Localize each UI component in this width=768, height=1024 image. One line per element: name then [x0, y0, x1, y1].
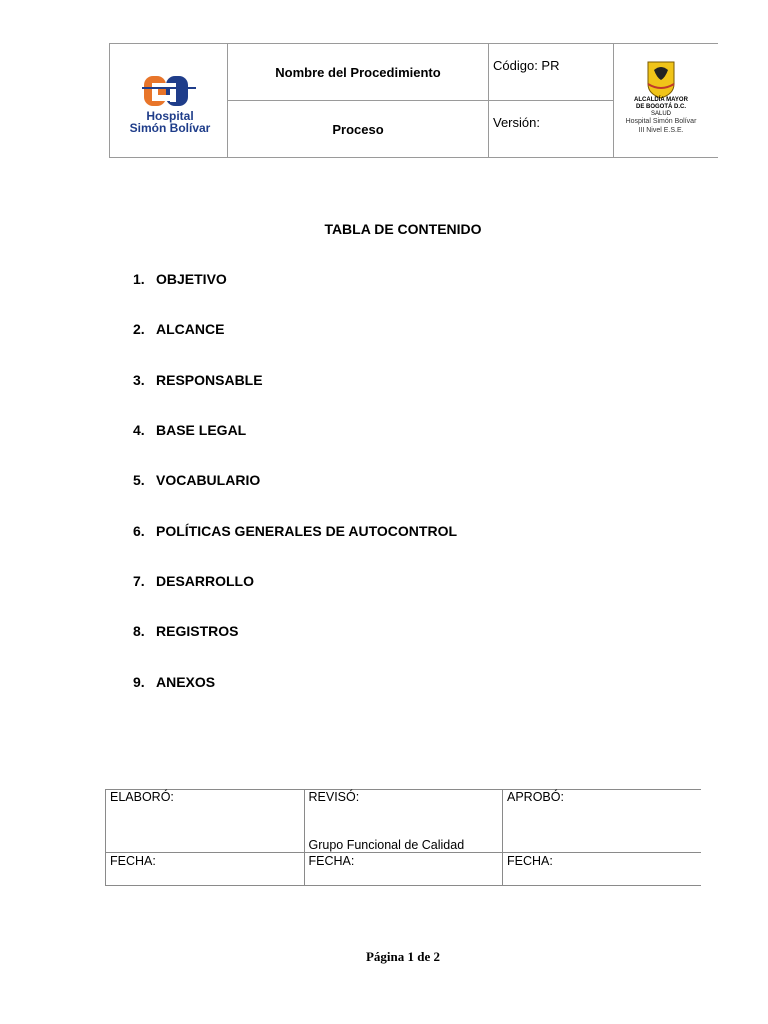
- logo-line-2: Simón Bolívar: [129, 121, 211, 135]
- fecha-cell-1: [106, 853, 305, 886]
- toc-item: 8. REGISTROS: [133, 623, 239, 639]
- fecha-label: FECHA:: [308, 854, 355, 868]
- hospital-logo-text: [112, 110, 228, 134]
- crest-line-5: III Nivel E.S.E.: [638, 127, 684, 134]
- crest-subtext: [612, 117, 710, 135]
- process-cell: Proceso: [228, 101, 489, 158]
- toc-item: 3. RESPONSABLE: [133, 372, 263, 388]
- crest-text: [612, 97, 710, 118]
- crest-line-1: ALCALDÍA MAYOR: [634, 97, 688, 103]
- crest-line-3: SALUD: [650, 111, 671, 117]
- aprobo-cell: [503, 790, 702, 853]
- elaboro-label: ELABORÓ:: [110, 790, 174, 804]
- aprobo-label: APROBÓ:: [507, 790, 564, 804]
- toc-item: 4. BASE LEGAL: [133, 422, 247, 438]
- toc-item: 1. OBJETIVO: [133, 271, 227, 287]
- toc-item: 9. ANEXOS: [133, 674, 216, 690]
- version-cell: Versión:: [489, 101, 614, 158]
- toc-item: 7. DESARROLLO: [133, 573, 254, 589]
- crest-line-2: DE BOGOTÁ D.C.: [635, 104, 686, 110]
- page-number: Página 1 de 2: [365, 949, 441, 964]
- reviso-cell: [304, 790, 503, 853]
- toc-title: TABLA DE CONTENIDO: [324, 221, 482, 237]
- fecha-label: FECHA:: [110, 854, 156, 868]
- fecha-cell-2: [304, 853, 503, 886]
- fecha-cell-3: [503, 853, 702, 886]
- signature-table: [105, 789, 701, 886]
- toc-item: 2. ALCANCE: [133, 321, 225, 337]
- reviso-value: Grupo Funcional de Calidad: [308, 838, 465, 852]
- toc-item: 5. VOCABULARIO: [133, 472, 261, 488]
- toc-item: 6. POLÍTICAS GENERALES DE AUTOCONTROL: [133, 523, 458, 539]
- logo-line-1: Hospital: [146, 109, 194, 123]
- fecha-label: FECHA:: [507, 854, 553, 868]
- reviso-label: REVISÓ:: [308, 790, 360, 804]
- crest-line-4: Hospital Simón Bolívar: [625, 118, 697, 125]
- elaboro-cell: [106, 790, 305, 853]
- code-cell: Código: PR: [489, 44, 614, 101]
- procedure-name-cell: Nombre del Procedimiento: [228, 44, 489, 101]
